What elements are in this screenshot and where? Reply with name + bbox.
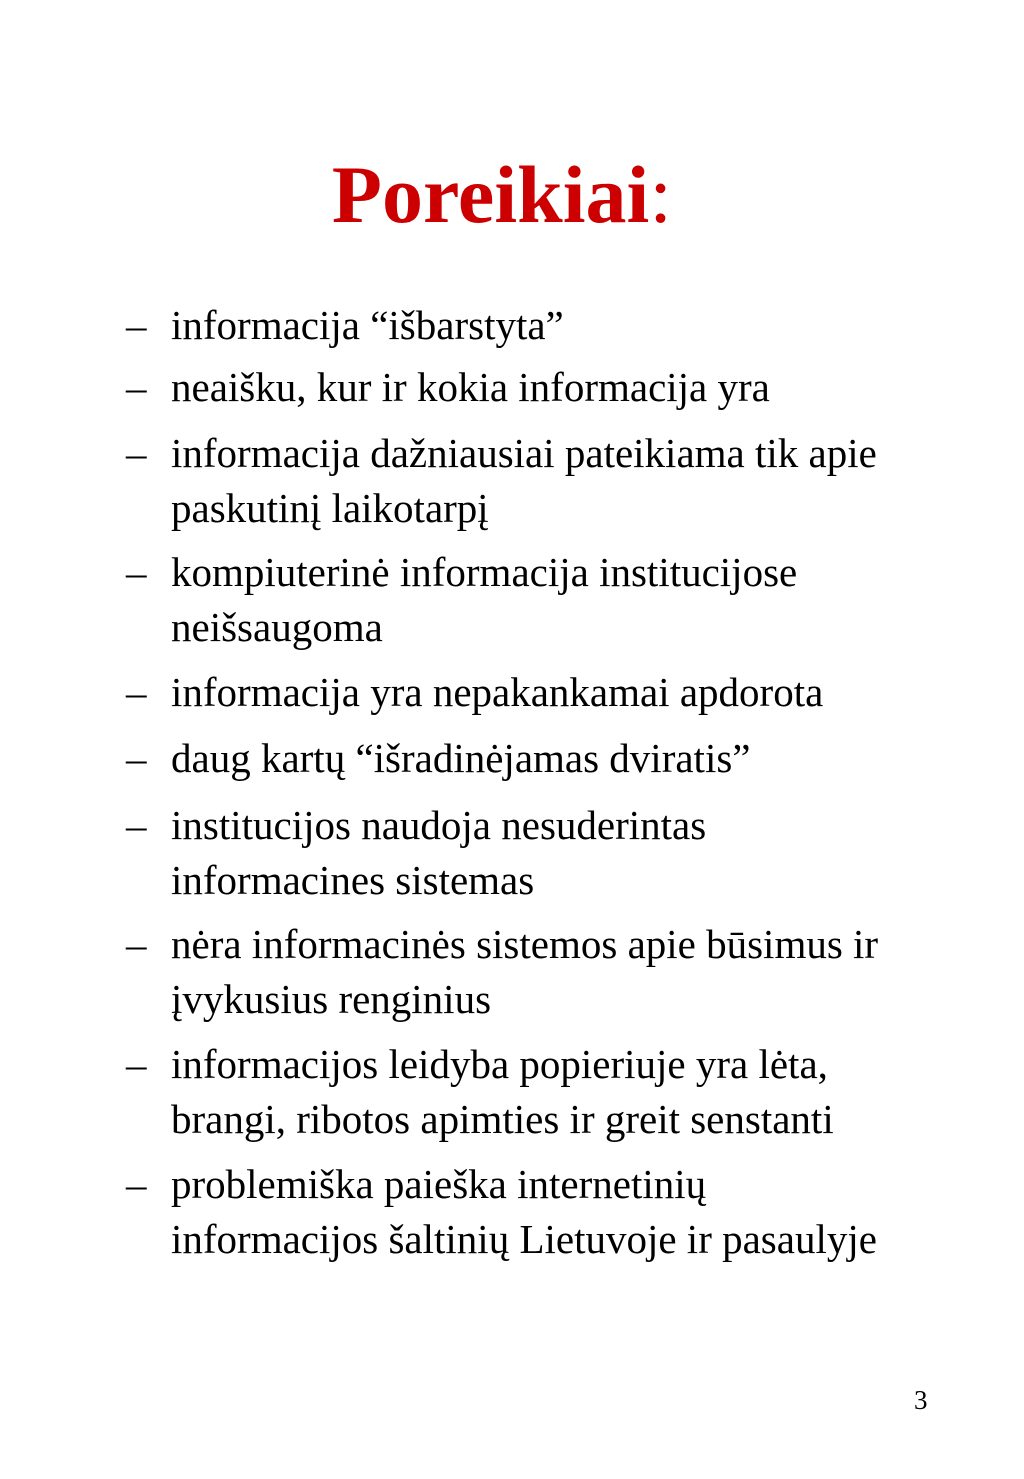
list-item-text xyxy=(171,545,1001,655)
list-item-line: paskutinį laikotarpį xyxy=(171,485,489,531)
list-item-text xyxy=(171,298,1001,353)
dash-bullet: – xyxy=(126,1161,147,1207)
slide-title-text: Poreikiai xyxy=(331,148,650,240)
list-item-line: informacija dažniausiai pateikiama tik apie xyxy=(171,430,877,476)
list-item-line: informacijos leidyba popieriuje yra lėta, xyxy=(171,1041,828,1087)
dash-bullet: – xyxy=(126,1041,147,1087)
list-item-line: nėra informacinės sistemos apie būsimus ir xyxy=(171,921,879,967)
dash-bullet: – xyxy=(126,430,147,476)
dash-bullet: – xyxy=(126,735,147,781)
list-item-line: neaišku, kur ir kokia informacija yra xyxy=(171,364,770,410)
dash-bullet: – xyxy=(126,364,147,410)
list-item-text xyxy=(171,665,1001,720)
list-item-text xyxy=(171,360,1001,415)
list-item-text xyxy=(171,731,1001,786)
list-item-line: informacija yra nepakankamai apdorota xyxy=(171,669,824,715)
page-number: 3 xyxy=(914,1385,928,1415)
list-item-line: kompiuterinė informacija institucijose xyxy=(171,549,798,595)
list-item-line: daug kartų “išradinėjamas dviratis” xyxy=(171,735,751,781)
list-item-line: brangi, ribotos apimties ir greit senstanti xyxy=(171,1096,834,1142)
dash-bullet: – xyxy=(126,802,147,848)
list-item-line: problemiška paieška internetinių xyxy=(171,1161,707,1207)
list-item-text xyxy=(171,798,1001,908)
list-item-line: įvykusius renginius xyxy=(171,976,492,1022)
dash-bullet: – xyxy=(126,549,147,595)
slide-title xyxy=(0,147,1004,243)
list-item-text xyxy=(171,1037,1001,1147)
list-item-line: informacijos šaltinių Lietuvoje ir pasaulyje xyxy=(171,1216,877,1262)
list-item-line: informacines sistemas xyxy=(171,857,535,903)
dash-bullet: – xyxy=(126,302,147,348)
list-item-text xyxy=(171,426,1001,536)
list-item-text xyxy=(171,1157,1001,1267)
dash-bullet: – xyxy=(126,669,147,715)
slide-title-colon: : xyxy=(649,148,673,240)
list-item-line: informacija “išbarstyta” xyxy=(171,302,564,348)
list-item-line: neišsaugoma xyxy=(171,604,383,650)
dash-bullet: – xyxy=(126,921,147,967)
list-item-text xyxy=(171,917,1001,1027)
list-item-line: institucijos naudoja nesuderintas xyxy=(171,802,707,848)
